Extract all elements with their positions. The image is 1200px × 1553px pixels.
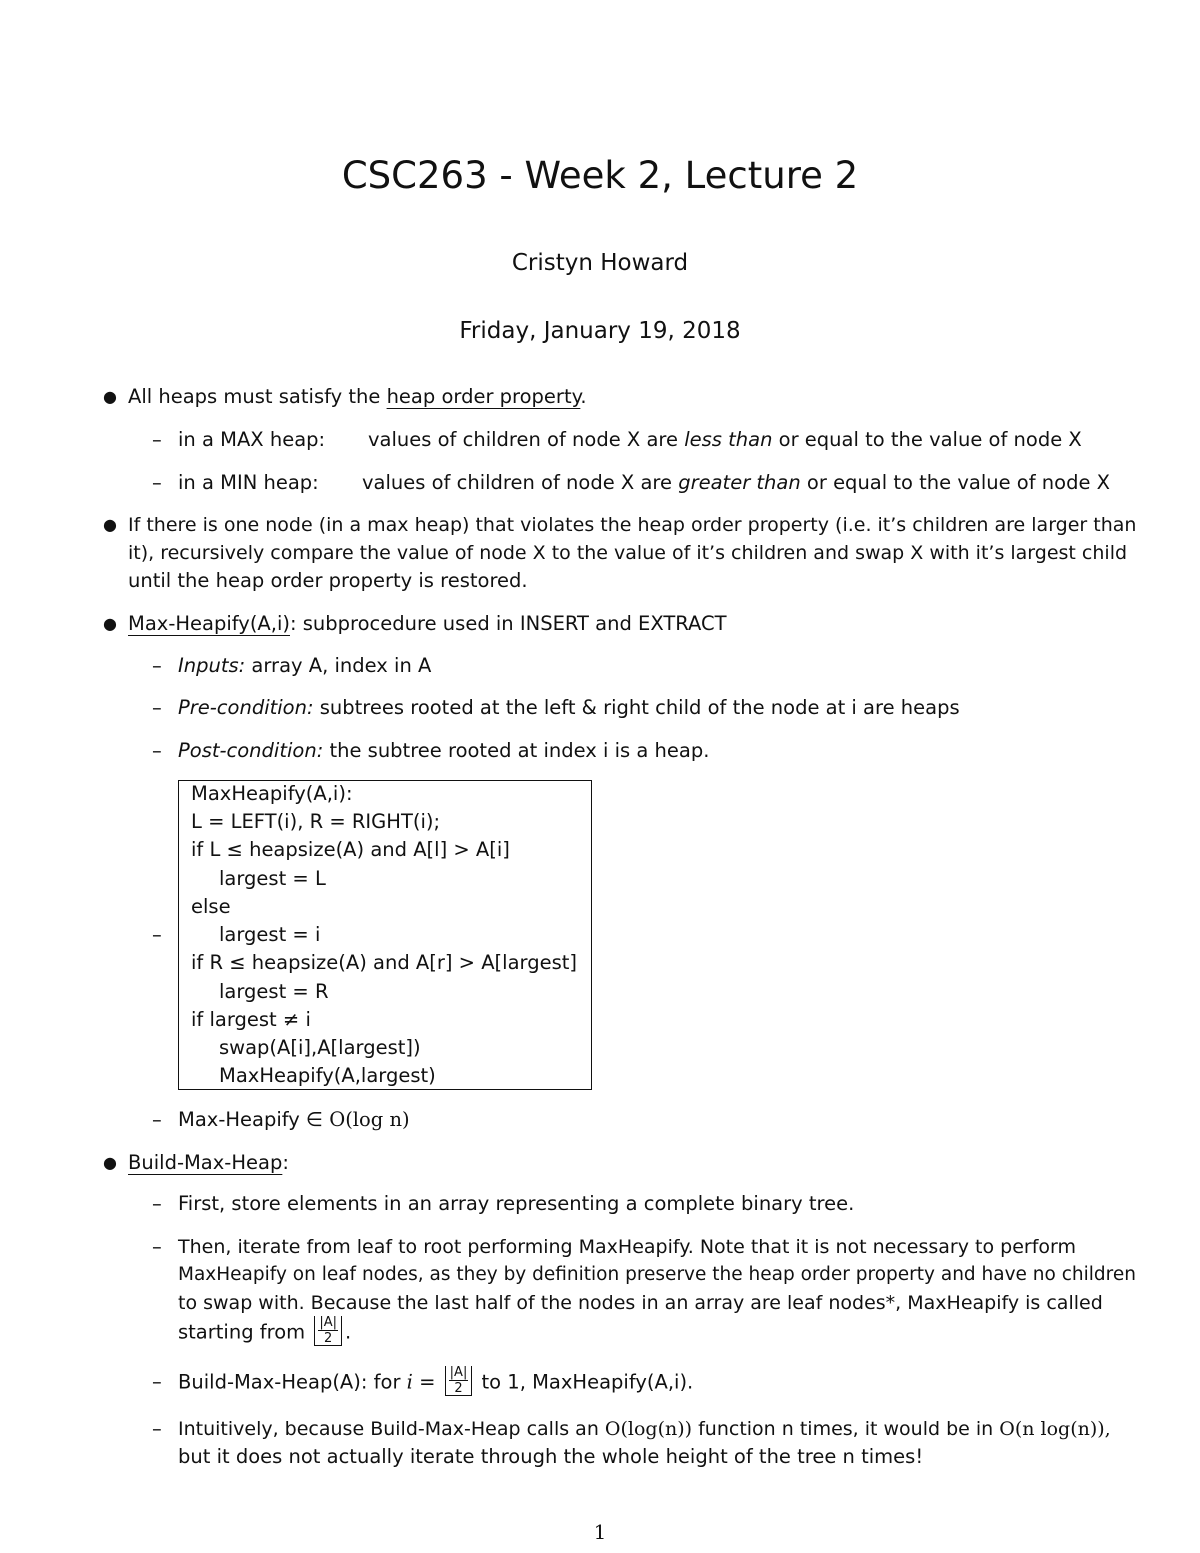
code-line: MaxHeapify(A,largest): [219, 1064, 436, 1087]
then-line-2: MaxHeapify on leaf nodes, as they by definition preserve the heap order property and have no children: [178, 1264, 1136, 1285]
max-heap-label: in a MAX heap:: [178, 428, 326, 451]
dash-marker: –: [152, 1417, 162, 1440]
code-line: largest = i: [219, 923, 321, 946]
pseudocode-box: [178, 780, 592, 1090]
then-line-1: Then, iterate from leaf to root performing MaxHeapify. Note that it is not necessary to perform: [178, 1236, 1077, 1258]
max-heap-rule: values of children of node X are less than or equal to the value of node X: [368, 428, 1082, 451]
max-heapify-heading: Max-Heapify(A,i): subprocedure used in INSERT and EXTRACT: [128, 612, 727, 635]
intuition-line-2: but it does not actually iterate through the whole height of the tree n times!: [178, 1445, 924, 1468]
floor-fraction: $\frac{|A|}{2}$: [445, 1366, 473, 1396]
inputs-item: Inputs: array A, index in A: [178, 654, 432, 677]
bullet-marker: ●: [103, 387, 117, 406]
floor-fraction: $\frac{|A|}{2}$: [314, 1316, 342, 1346]
code-line: largest = R: [219, 980, 329, 1003]
complexity-item: Max-Heapify ∈ O(log n): [178, 1108, 410, 1131]
code-line: else: [191, 895, 231, 918]
bullet-marker: ●: [103, 515, 117, 534]
page-number: 1: [593, 1520, 607, 1544]
code-line: if L ≤ heapsize(A) and A[l] > A[i]: [191, 838, 510, 861]
min-heap-rule: values of children of node X are greater than or equal to the value of node X: [362, 471, 1111, 494]
dash-marker: –: [152, 1192, 162, 1215]
then-line-4: starting from $\frac{|A|}{2}$ .: [178, 1315, 352, 1346]
min-heap-label: in a MIN heap:: [178, 471, 319, 494]
build-max-heap-term: Build-Max-Heap: [128, 1151, 283, 1174]
then-line-3: to swap with. Because the last half of the nodes in an array are leaf nodes*, MaxHeapify is called: [178, 1292, 1103, 1314]
code-line: L = LEFT(i), R = RIGHT(i);: [191, 810, 441, 833]
violation-line-2: it), recursively compare the value of node X to the value of it’s children and swap X with it’s largest child: [128, 542, 1128, 564]
dash-marker: –: [152, 923, 162, 946]
bullet-marker: ●: [103, 614, 117, 633]
violation-line-3: until the heap order property is restored.: [128, 569, 528, 592]
code-line: swap(A[i],A[largest]): [219, 1036, 421, 1059]
intuition-line-1: Intuitively, because Build-Max-Heap calls an O(log(n)) function n times, it would be in O(n log(n)),: [178, 1418, 1111, 1440]
build-max-heap-heading: Build-Max-Heap:: [128, 1151, 289, 1174]
precondition-item: Pre-condition: subtrees rooted at the left & right child of the node at i are heaps: [178, 696, 960, 719]
dash-marker: –: [152, 1235, 162, 1258]
dash-marker: –: [152, 471, 162, 494]
max-heapify-term: Max-Heapify(A,i): [128, 612, 290, 635]
dash-marker: –: [152, 428, 162, 451]
dash-marker: –: [152, 654, 162, 677]
dash-marker: –: [152, 1108, 162, 1131]
code-line: MaxHeapify(A,i):: [191, 782, 353, 805]
dash-marker: –: [152, 696, 162, 719]
heap-order-property-term: heap order property: [386, 385, 581, 408]
dash-marker: –: [152, 1370, 162, 1393]
code-line: if R ≤ heapsize(A) and A[r] > A[largest]: [191, 951, 577, 974]
first-step: First, store elements in an array representing a complete binary tree.: [178, 1192, 855, 1215]
dash-marker: –: [152, 739, 162, 762]
date: Friday, January 19, 2018: [459, 318, 741, 344]
author: Cristyn Howard: [511, 250, 689, 276]
postcondition-item: Post-condition: the subtree rooted at index i is a heap.: [178, 739, 710, 762]
build-definition: Build-Max-Heap(A): for i = $\frac{|A|}{2}$ to 1, MaxHeapify(A,i).: [178, 1365, 694, 1396]
bullet-marker: ●: [103, 1153, 117, 1172]
code-line: if largest ≠ i: [191, 1008, 311, 1031]
violation-line-1: If there is one node (in a max heap) that violates the heap order property (i.e. it’s children are larger than: [128, 514, 1137, 536]
code-line: largest = L: [219, 867, 326, 890]
page-title: CSC263 - Week 2, Lecture 2: [341, 154, 859, 197]
heap-order-intro: All heaps must satisfy the heap order property.: [128, 385, 587, 408]
